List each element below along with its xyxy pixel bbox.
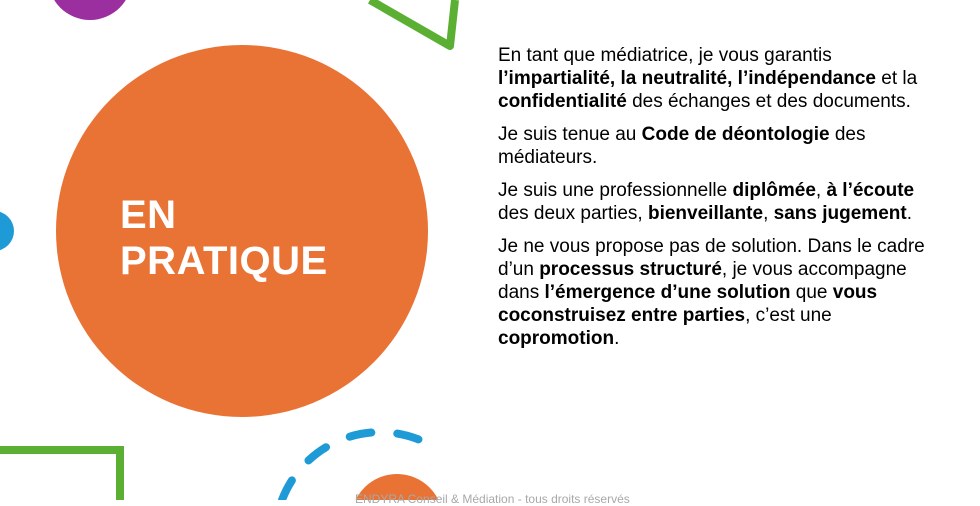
body-text xyxy=(498,44,928,360)
purple-circle xyxy=(48,0,132,20)
title-line-1: EN xyxy=(120,193,177,237)
paragraph-professional: Je suis une professionnelle diplômée, à l’écoute des deux parties, bienveillante, sans jugement. xyxy=(498,180,915,224)
blue-circle xyxy=(0,211,14,251)
title-line-2: PRATIQUE xyxy=(120,239,328,283)
paragraph-impartiality: En tant que médiatrice, je vous garantis l’impartialité, la neutralité, l’indépendance et la confidentialité des échanges et des documents. xyxy=(498,45,918,112)
footer-copyright: ENDYRA Conseil & Médiation - tous droits réservés xyxy=(355,492,630,506)
paragraph-deontology: Je suis tenue au Code de déontologie des médiateurs. xyxy=(498,124,866,168)
green-triangle-outline xyxy=(370,0,455,46)
paragraph-process: Je ne vous propose pas de solution. Dans le cadre d’un processus structuré, je vous accompagne dans l’émergence d’une solution que vous coconstruisez entre parties, c’est une copromotion. xyxy=(498,236,925,349)
section-title xyxy=(120,192,328,284)
green-square-outline xyxy=(0,450,120,500)
